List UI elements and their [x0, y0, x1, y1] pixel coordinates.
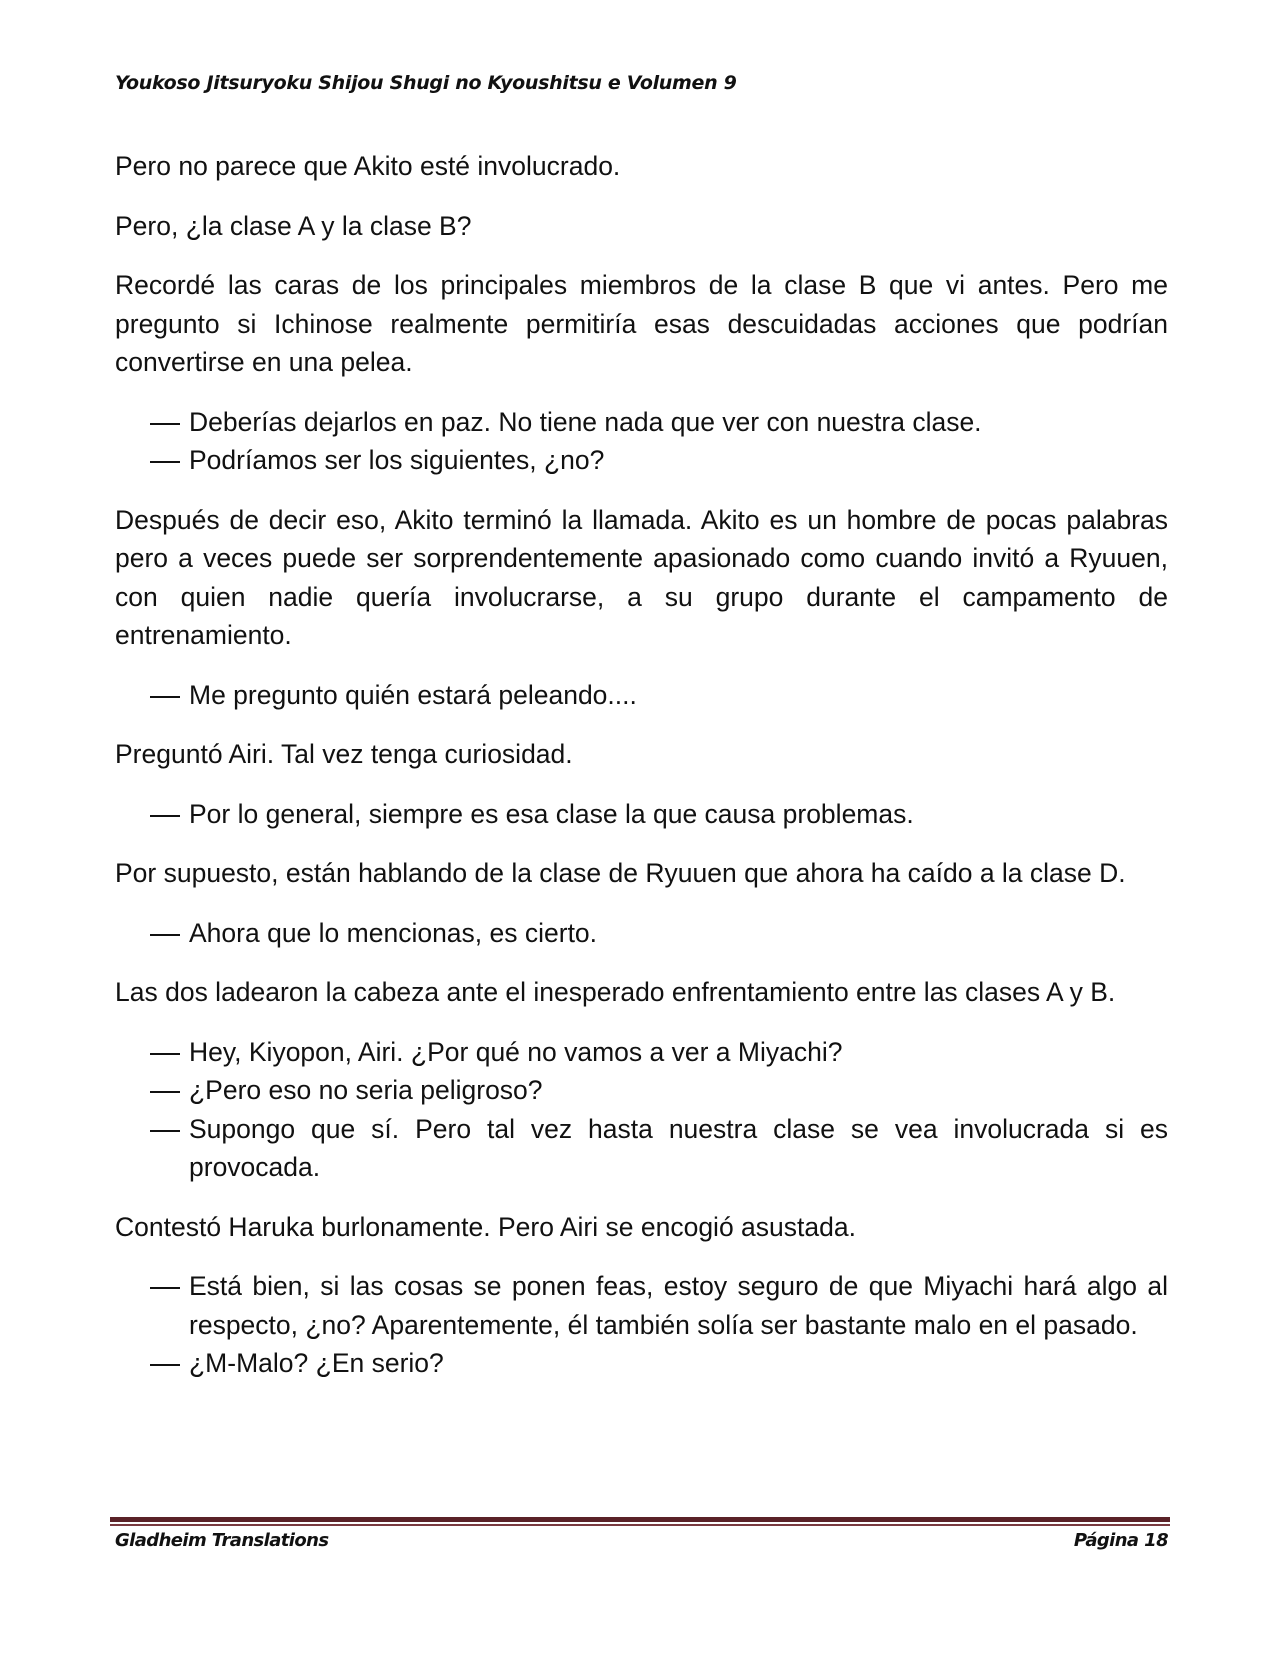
dialogue-group: [115, 403, 1168, 480]
dialogue-line: Me pregunto quién estará peleando....: [189, 679, 637, 710]
page-number: Página 18: [1073, 1530, 1168, 1551]
body-text: [115, 147, 1168, 1404]
footer-credit: Gladheim Translations: [115, 1530, 329, 1551]
footer-rule-thin: [110, 1524, 1170, 1526]
dialogue-line: Hey, Kiyopon, Airi. ¿Por qué no vamos a ver a Miyachi?: [189, 1036, 843, 1067]
paragraph: Preguntó Airi. Tal vez tenga curiosidad.: [115, 739, 573, 769]
dialogue-line: Supongo que sí. Pero tal vez hasta nuestra clase se vea involucrada si es provocada.: [189, 1113, 1168, 1182]
dialogue-group: [115, 914, 1168, 953]
paragraph: Las dos ladearon la cabeza ante el inesperado enfrentamiento entre las clases A y B.: [115, 977, 1116, 1007]
dialogue-line: Por lo general, siempre es esa clase la que causa problemas.: [189, 798, 914, 829]
dialogue-line: ¿M-Malo? ¿En serio?: [189, 1348, 444, 1378]
footer-rule: [110, 1517, 1170, 1522]
dialogue-group: [115, 676, 1168, 715]
dialogue-line: ¿Pero eso no seria peligroso?: [189, 1075, 543, 1105]
dialogue-line: Está bien, si las cosas se ponen feas, estoy seguro de que Miyachi hará algo al respecto, ¿no? Aparentemente, él también solía ser bastante malo en el pasado.: [189, 1271, 1168, 1340]
dialogue-group: [115, 795, 1168, 834]
dialogue-line: Ahora que lo mencionas, es cierto.: [189, 917, 598, 948]
dialogue-group: [115, 1267, 1168, 1383]
paragraph: Después de decir eso, Akito terminó la llamada. Akito es un hombre de pocas palabras pero a veces puede ser sorprendentemente apasionado como cuando invitó a Ryuuen, con quien nadie quería involucrarse, a su grupo durante el campamento de entrenamiento.: [115, 504, 1168, 650]
paragraph: Por supuesto, están hablando de la clase de Ryuuen que ahora ha caído a la clase D.: [115, 858, 1126, 888]
dialogue-line: Deberías dejarlos en paz. No tiene nada que ver con nuestra clase.: [189, 406, 982, 437]
paragraph: Contestó Haruka burlonamente. Pero Airi se encogió asustada.: [115, 1211, 856, 1242]
paragraph: Pero, ¿la clase A y la clase B?: [115, 210, 472, 241]
dialogue-line: Podríamos ser los siguientes, ¿no?: [189, 445, 605, 475]
running-header-title: Youkoso Jitsuryoku Shijou Shugi no Kyoushitsu e Volumen 9: [115, 72, 737, 94]
paragraph: Pero no parece que Akito esté involucrado.: [115, 151, 621, 181]
dialogue-group: [115, 1033, 1168, 1187]
paragraph: Recordé las caras de los principales miembros de la clase B que vi antes. Pero me pregunto si Ichinose realmente permitiría esas descuidadas acciones que podrían convertirse en una pelea.: [115, 270, 1168, 377]
